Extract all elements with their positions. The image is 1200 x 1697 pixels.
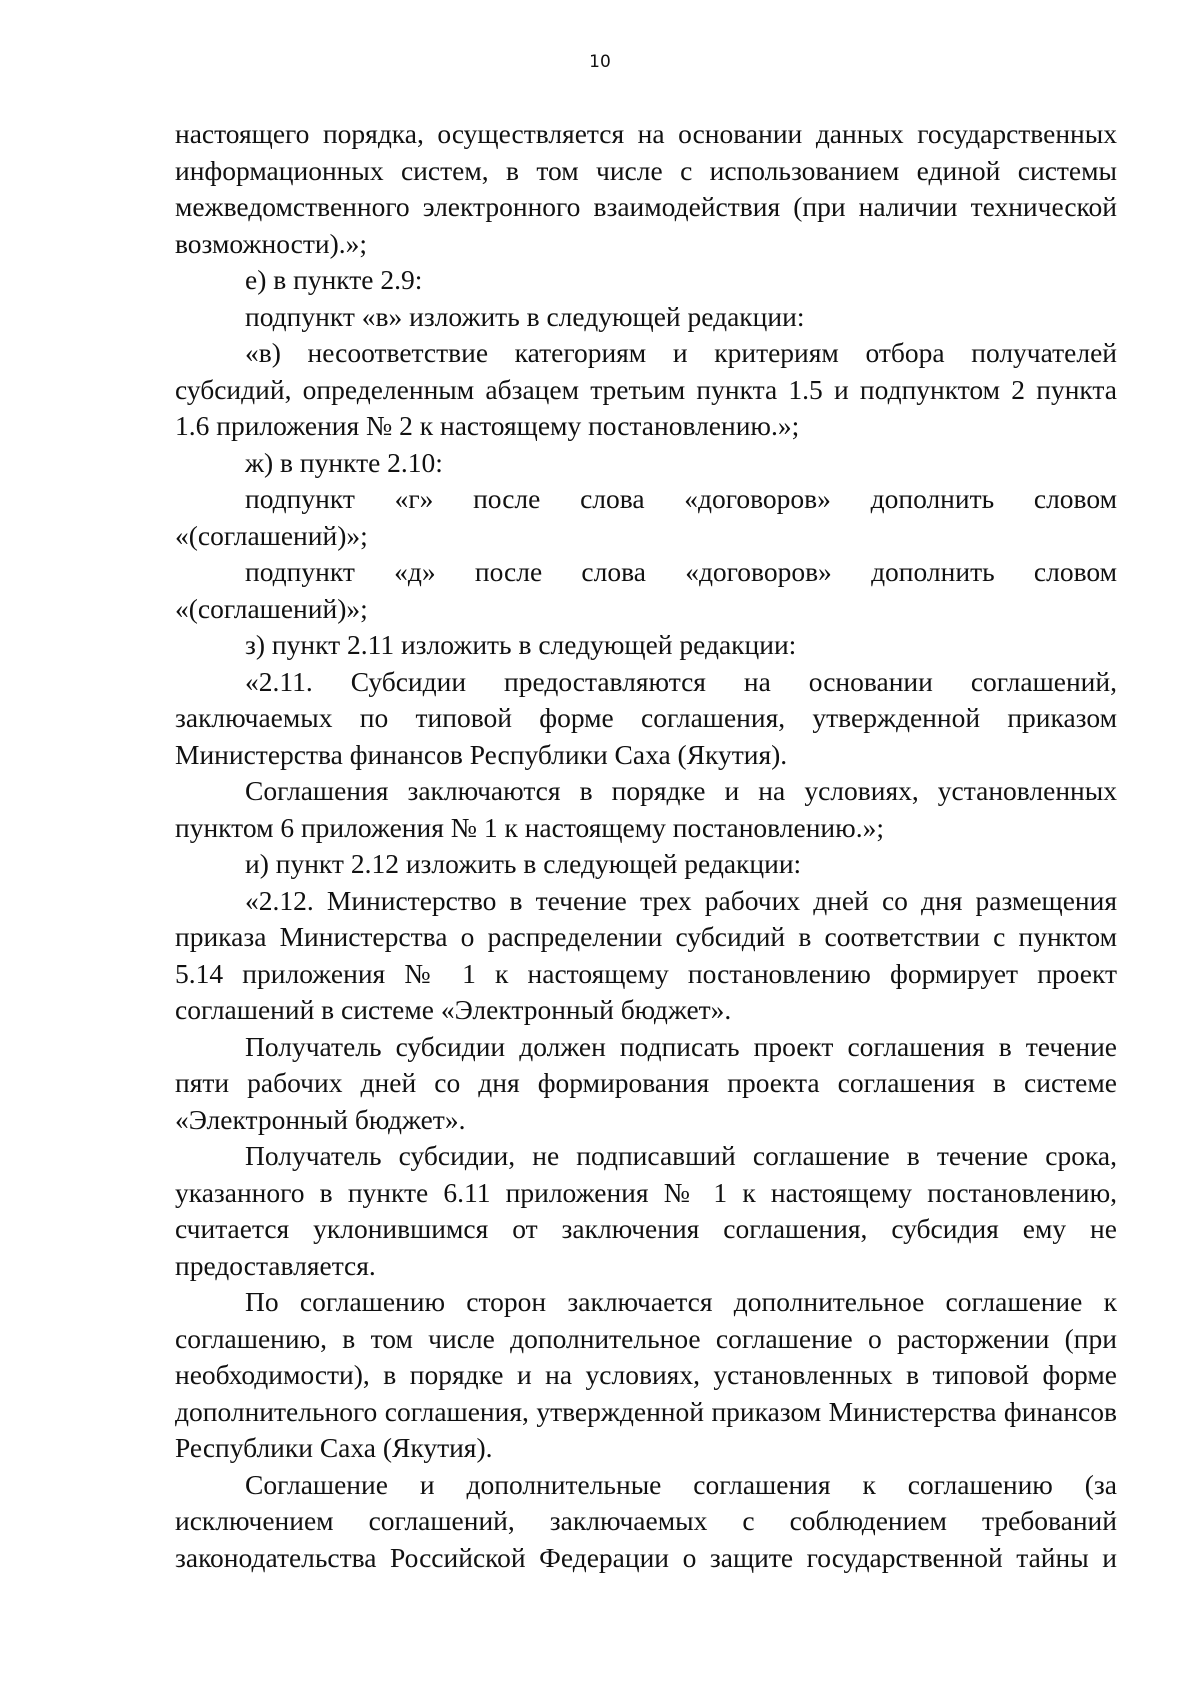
paragraph-11: и) пункт 2.12 изложить в следующей редакции: <box>245 848 802 879</box>
paragraph-4: «в) несоответствие категориям и критериям отбора получателей субсидий, определенным абзацем третьим пункта 1.5 и подпунктом 2 пункта 1.6 приложения № 2 к настоящему постановлению.»; <box>175 337 1117 441</box>
paragraph-15: По соглашению сторон заключается дополнительное соглашение к соглашению, в том числе дополнительное соглашение о расторжении (при необходимости), в порядке и на условиях, установленных в типовой форме дополнительного соглашения, утвержденной приказом Министерства финансов Республики Саха (Якутия). <box>175 1286 1117 1463</box>
paragraph-7: подпункт «д» после слова «договоров» дополнить словом «(соглашений)»; <box>175 556 1117 624</box>
paragraph-12: «2.12. Министерство в течение трех рабочих дней со дня размещения приказа Министерства о распределении субсидий в соответствии с пунктом 5.14 приложения № 1 к настоящему постановлению формирует проект соглашений в системе «Электронный бюджет». <box>175 884 1117 1025</box>
paragraph-10: Соглашения заключаются в порядке и на условиях, установленных пунктом 6 приложения № 1 к настоящему постановлению.»; <box>175 775 1117 843</box>
page-number: 10 <box>589 52 611 72</box>
paragraph-9: «2.11. Субсидии предоставляются на основании соглашений, заключаемых по типовой форме соглашения, утвержденной приказом Министерства финансов Республики Саха (Якутия). <box>175 665 1117 770</box>
paragraph-8: з) пункт 2.11 изложить в следующей редакции: <box>245 629 797 660</box>
paragraph-5: ж) в пункте 2.10: <box>245 446 443 478</box>
paragraph-6: подпункт «г» после слова «договоров» дополнить словом «(соглашений)»; <box>175 483 1117 551</box>
paragraph-2: е) в пункте 2.9: <box>245 264 423 295</box>
document-body <box>175 116 1117 1576</box>
paragraph-16: Соглашение и дополнительные соглашения к соглашению (за исключением соглашений, заключаемых с соблюдением требований законодательства Российской Федерации о защите государственной тайны и <box>175 1468 1117 1573</box>
paragraph-3: подпункт «в» изложить в следующей редакции: <box>245 300 805 332</box>
paragraph-13: Получатель субсидии должен подписать проект соглашения в течение пяти рабочих дней со дня формирования проекта соглашения в системе «Электронный бюджет». <box>175 1030 1117 1135</box>
paragraph-14: Получатель субсидии, не подписавший соглашение в течение срока, указанного в пункте 6.11 приложения № 1 к настоящему постановлению, считается уклонившимся от заключения соглашения, субсидия ему не предоставляется. <box>175 1140 1117 1281</box>
paragraph-1: настоящего порядка, осуществляется на основании данных государственных информационных систем, в том числе с использованием единой системы межведомственного электронного взаимодействия (при наличии технической возможности).»; <box>175 118 1117 259</box>
